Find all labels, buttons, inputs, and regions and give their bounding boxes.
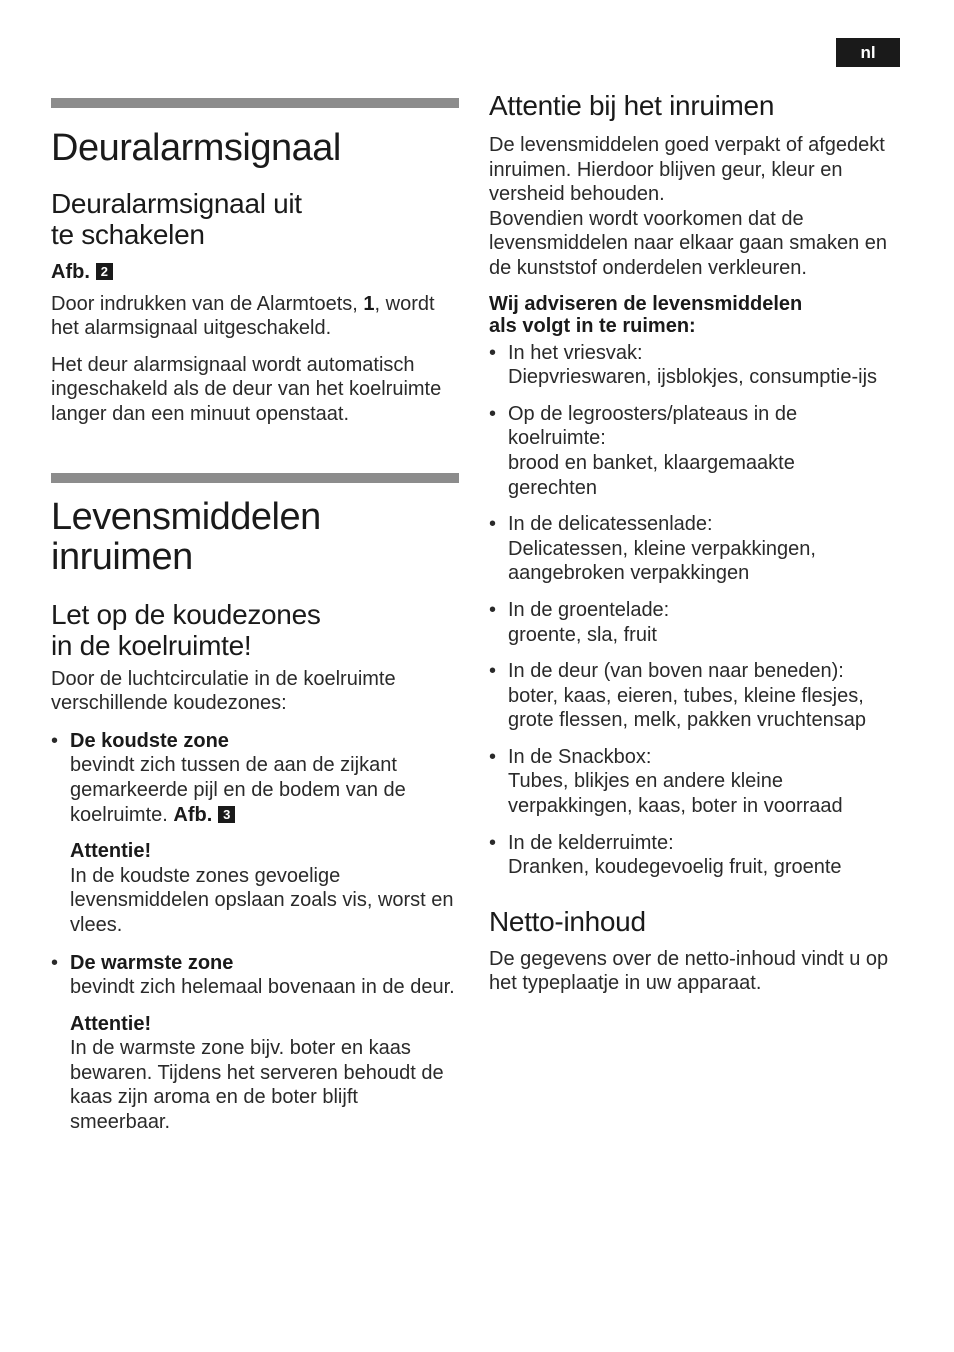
text-span: , wordt het alarmsignaal uitgeschakeld. <box>51 292 435 340</box>
attention-title: Attentie! <box>70 1012 152 1035</box>
section-rule <box>51 98 459 108</box>
paragraph: De gegevens over de netto-inhoud vindt u op het typeplaatje in uw apparaat. <box>489 947 889 995</box>
left-column <box>51 98 459 1135</box>
list-item <box>489 402 909 500</box>
language-tab: nl <box>836 38 900 67</box>
item-text: Dranken, koudegevoelig fruit, groente <box>508 856 842 879</box>
item-label: • In het vriesvak: <box>508 341 643 364</box>
item-text: Diepvrieswaren, ijsblokjes, consumptie-ijs <box>508 366 878 389</box>
paragraph: De levensmiddelen goed verpakt of afgedekt inruimen. Hierdoor blijven geur, kleur en versheid behouden. <box>489 134 885 206</box>
section-title-door-alarm: Deuralarmsignaal <box>51 127 341 169</box>
item-text: Delicatessen, kleine verpakkingen, aangebroken verpakkingen <box>508 537 816 585</box>
list-item <box>489 659 909 733</box>
paragraph: Het deur alarmsignaal wordt automatisch ingeschakeld als de deur van het koelruimte langer dan een minuut openstaat. <box>51 353 442 425</box>
title-line: Levensmiddelen <box>51 495 321 538</box>
section-title-storing-food <box>51 497 459 577</box>
storage-advice-list <box>489 341 909 880</box>
list-item <box>489 831 909 880</box>
list-item <box>51 729 459 938</box>
right-column <box>489 90 909 996</box>
figure-label: Afb. <box>173 803 213 826</box>
attention-text: In de koudste zones gevoelige levensmiddelen opslaan zoals vis, worst en vlees. <box>70 864 454 936</box>
subsection-title-cold-zones <box>51 599 459 661</box>
list-item <box>489 745 909 819</box>
subtitle-line: Deuralarmsignaal uit <box>51 188 302 219</box>
attention-title: Attentie! <box>70 840 152 863</box>
zone-title: • De koudste zone <box>70 729 229 752</box>
figure-label: Afb. <box>51 261 90 283</box>
subtitle-line: in de koelruimte! <box>51 629 252 661</box>
text-span: bevindt zich tussen de aan de zijkant gemarkeerde pijl en de bodem van de koelruimte. <box>70 754 406 826</box>
item-label: • In de Snackbox: <box>508 745 652 768</box>
item-text: boter, kaas, eieren, tubes, kleine flesjes, grote flessen, melk, pakken vruchtensap <box>508 684 866 732</box>
list-item <box>51 951 459 1135</box>
figure-reference <box>51 260 459 285</box>
advice-title-line: Wij adviseren de levensmiddelen <box>489 292 803 315</box>
list-item <box>489 598 909 647</box>
paragraph: Door de luchtcirculatie in de koelruimte verschillende koudezones: <box>51 667 396 715</box>
attention-text: In de warmste zone bijv. boter en kaas bewaren. Tijdens het serveren behoudt de kaas zijn aroma en de boter blijft smeerbaar. <box>70 1037 444 1134</box>
advice-title-line: als volgt in te ruimen: <box>489 314 696 337</box>
item-label: • In de kelderruimte: <box>508 831 674 854</box>
advice-title <box>489 293 909 337</box>
item-text: Tubes, blikjes en andere kleine verpakkingen, kaas, boter in voorraad <box>508 770 843 818</box>
alarm-key-number: 1 <box>363 292 375 315</box>
figure-number-badge: 2 <box>96 263 113 280</box>
subtitle-line: Let op de koudezones <box>51 598 321 630</box>
section-title-attention-storing: Attentie bij het inruimen <box>489 90 775 121</box>
section-rule <box>51 473 459 483</box>
zone-list <box>51 729 459 1135</box>
list-item <box>489 341 909 390</box>
text-span: Door indrukken van de Alarmtoets, <box>51 292 364 315</box>
zone-title: • De warmste zone <box>70 951 234 974</box>
item-label: • Op de legroosters/plateaus in de koelruimte: <box>508 402 798 450</box>
item-text: groente, sla, fruit <box>508 623 657 646</box>
subtitle-line: te schakelen <box>51 219 205 250</box>
zone-text <box>70 753 459 827</box>
list-item <box>489 512 909 586</box>
item-label: • In de delicatessenlade: <box>508 513 713 536</box>
paragraph: Bovendien wordt voorkomen dat de levensmiddelen naar elkaar gaan smaken en de kunststof onderdelen verkleuren. <box>489 207 888 279</box>
item-label: • In de deur (van boven naar beneden): <box>508 660 844 683</box>
figure-number-badge: 3 <box>218 806 235 823</box>
zone-text: bevindt zich helemaal bovenaan in de deur. <box>70 976 455 999</box>
item-text: brood en banket, klaargemaakte gerechten <box>508 451 795 499</box>
subsection-title-switch-off <box>51 188 459 250</box>
paragraph <box>51 292 459 341</box>
section-title-net-content: Netto-inhoud <box>489 905 646 937</box>
item-label: • In de groentelade: <box>508 598 670 621</box>
title-line: inruimen <box>51 535 193 578</box>
